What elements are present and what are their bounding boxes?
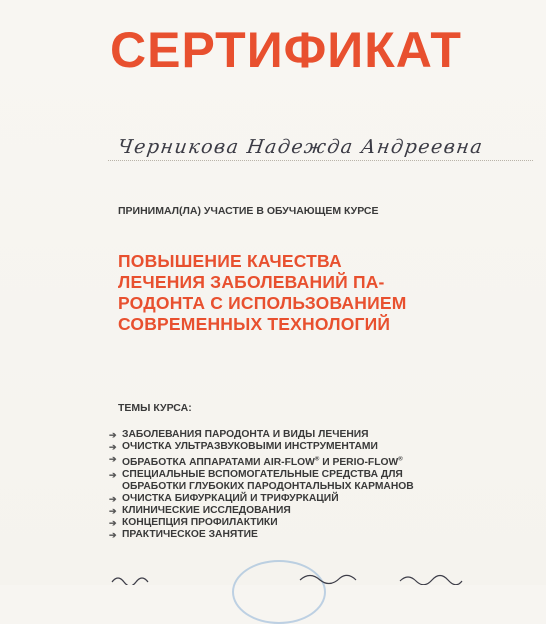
topic-item: ➔ КЛИНИЧЕСКИЕ ИССЛЕДОВАНИЯ bbox=[109, 504, 291, 516]
arrow-icon: ➔ bbox=[109, 518, 117, 529]
topic-item: ➔ КОНЦЕПЦИЯ ПРОФИЛАКТИКИ bbox=[109, 517, 278, 529]
arrow-icon: ➔ bbox=[109, 430, 117, 440]
topic-item: ➔ ОЧИСТКА БИФУРКАЦИЙ И ТРИФУРКАЦИЙ bbox=[109, 492, 339, 504]
participation-statement: ПРИНИМАЛ(ЛА) УЧАСТИЕ В ОБУЧАЮЩЕМ КУРСЕ bbox=[118, 205, 379, 217]
certificate-title: СЕРТИФИКАТ bbox=[110, 22, 462, 78]
course-title-line: РОДОНТА С ИСПОЛЬЗОВАНИЕМ bbox=[118, 293, 407, 313]
arrow-icon: ➔ bbox=[109, 505, 117, 516]
course-title-line: ЛЕЧЕНИЯ ЗАБОЛЕВАНИЙ ПА- bbox=[118, 272, 385, 292]
arrow-icon: ➔ bbox=[109, 442, 117, 453]
arrow-icon: ➔ bbox=[109, 469, 117, 480]
topics-list bbox=[109, 429, 414, 541]
topic-item-continuation: ОБРАБОТКИ ГЛУБОКИХ ПАРОДОНТАЛЬНЫХ КАРМАНОВ bbox=[122, 480, 414, 492]
course-title-line: ПОВЫШЕНИЕ КАЧЕСТВА bbox=[118, 251, 342, 271]
arrow-icon: ➔ bbox=[109, 454, 117, 465]
name-underline bbox=[108, 160, 533, 161]
arrow-icon: ➔ bbox=[109, 530, 117, 541]
topic-item: ➔ СПЕЦИАЛЬНЫЕ ВСПОМОГАТЕЛЬНЫЕ СРЕДСТВА ДЛЯ bbox=[109, 468, 403, 480]
arrow-icon: ➔ bbox=[109, 493, 117, 504]
course-title-line: СОВРЕМЕННЫХ ТЕХНОЛОГИЙ bbox=[118, 314, 391, 334]
topic-item: ➔ ОБРАБОТКА АППАРАТАМИ AIR-FLOW® И PERIO-FLOW® bbox=[109, 454, 403, 468]
topic-item: ➔ ЗАБОЛЕВАНИЯ ПАРОДОНТА И ВИДЫ ЛЕЧЕНИЯ bbox=[109, 429, 369, 440]
topic-item: ➔ ОЧИСТКА УЛЬТРАЗВУКОВЫМИ ИНСТРУМЕНТАМИ bbox=[109, 441, 378, 453]
course-title bbox=[118, 251, 518, 335]
signature-scribbles bbox=[0, 570, 546, 585]
topics-heading: ТЕМЫ КУРСА: bbox=[118, 402, 192, 414]
recipient-name: Черникова Надежда Андреевна bbox=[116, 136, 485, 158]
topic-item: ➔ ПРАКТИЧЕСКОЕ ЗАНЯТИЕ bbox=[109, 529, 258, 541]
